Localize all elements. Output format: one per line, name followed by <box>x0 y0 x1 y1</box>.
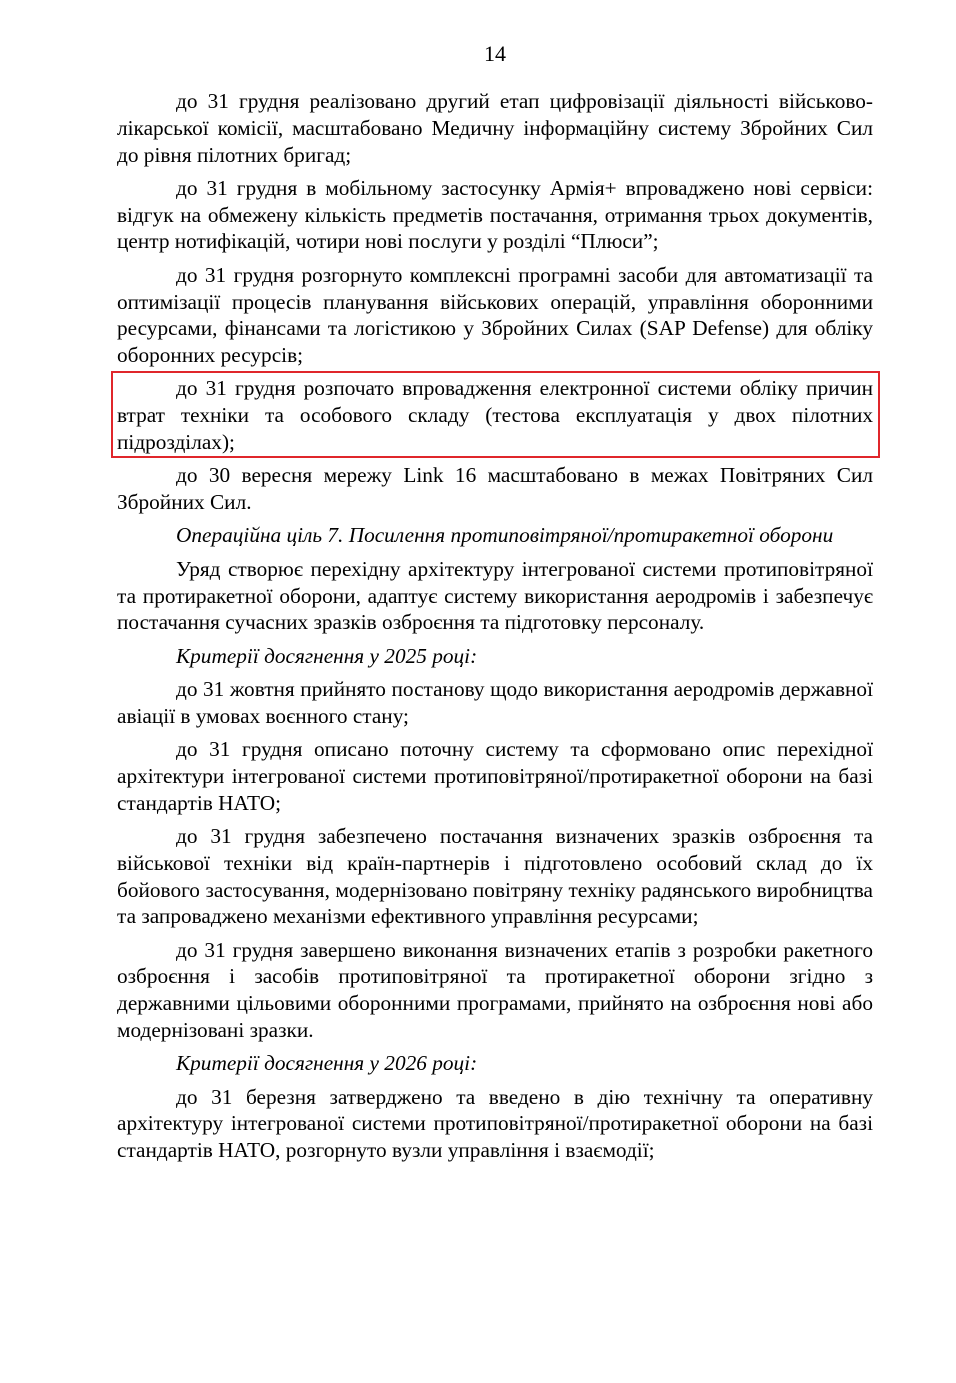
paragraph-army-plus-app: до 31 грудня в мобільному застосунку Армія+ впроваджено нові сервіси: відгук на обмежену кількість предметів постачання, отримання трьох документів, центр нотифікацій, чотири нові послуги у розділі “Плюси”; <box>117 175 873 254</box>
paragraph-medical-system: до 31 грудня реалізовано другий етап цифровізації діяльності військово-лікарської комісії, масштабовано Медичну інформаційну систему Збройних Сил до рівня пілотних бригад; <box>117 89 873 167</box>
paragraph-link16: до 30 вересня мережу Link 16 масштабовано в межах Повітряних Сил Збройних Сил. <box>117 463 873 515</box>
section-heading-operational-goal-7: Операційна ціль 7. Посилення протиповітряної/протиракетної оборони <box>176 523 834 548</box>
paragraph-transitional-architecture: до 31 грудня описано поточну систему та сформовано опис перехідної архітектури інтегрованої системи протиповітряної/протиракетної оборони на базі стандартів НАТО; <box>117 737 873 815</box>
paragraph-sap-defense: до 31 грудня розгорнуто комплексні програмні засоби для автоматизації та оптимізації процесів планування військових операцій, управління оборонними ресурсами, фінансами та логістикою у Збройних Силах (SAP Defense) для обліку оборонних ресурсів; <box>117 262 873 368</box>
highlighted-section <box>117 375 873 455</box>
document-body <box>117 88 873 1170</box>
paragraph-airfields-resolution: до 31 жовтня прийнято постанову щодо використання аеродромів державної авіації в умовах воєнного стану; <box>117 676 873 728</box>
page-number: 14 <box>484 41 506 66</box>
criteria-heading-2026: Критерії досягнення у 2026 році: <box>176 1051 478 1076</box>
paragraph-government-intro: Уряд створює перехідну архітектуру інтегрованої системи протиповітряної та протиракетної оборони, адаптує систему використання аеродромів і забезпечує постачання сучасних зразків озброєння та підготовку персоналу. <box>117 556 873 635</box>
paragraph-architecture-approval: до 31 березня затверджено та введено в дію технічну та оперативну архітектуру інтегрованої системи протиповітряної/протиракетної оборони на базі стандартів НАТО, розгорнуто вузли управління і взаємодії; <box>117 1084 873 1163</box>
paragraph-loss-accounting-system: до 31 грудня розпочато впровадження електронної системи обліку причин втрат техніки та особового складу (тестова експлуатація у двох пілотних підрозділах); <box>117 376 873 455</box>
paragraph-weapons-supply: до 31 грудня забезпечено постачання визначених зразків озброєння та військової техніки від країн-партнерів і підготовлено особовий склад до їх бойового застосування, модернізовано повітряну техніку радянського виробництва та запроваджено механізми ефективного управління ресурсами; <box>117 823 873 929</box>
criteria-heading-2025: Критерії досягнення у 2025 році: <box>176 643 478 668</box>
paragraph-missile-programs: до 31 грудня завершено виконання визначених етапів з розробки ракетного озброєння і засобів протиповітряної та протиракетної оборони згідно з державними цільовими оборонними програмами, прийнято на озброєння нові або модернізовані зразки. <box>117 937 873 1042</box>
